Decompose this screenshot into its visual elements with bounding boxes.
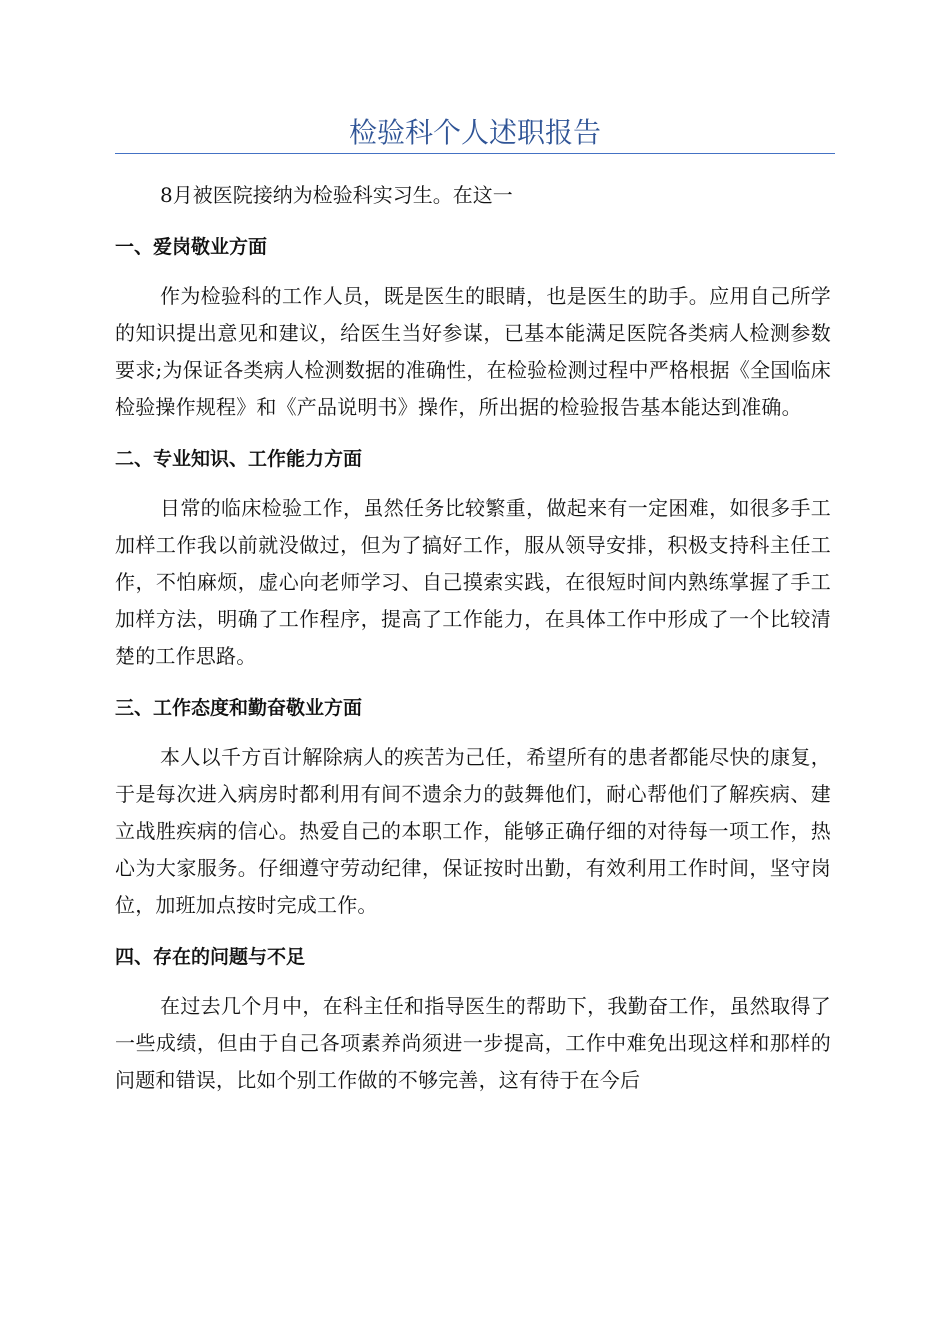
section-4: [115, 940, 831, 1099]
section-paragraph: 作为检验科的工作人员，既是医生的眼睛，也是医生的助手。应用自己所学的知识提出意见和建议，给医生当好参谋，已基本能满足医院各类病人检测参数要求;为保证各类病人检测数据的准确性，在检验检测过程中严格根据《全国临床检验操作规程》和《产品说明书》操作，所出据的检验报告基本能达到准确。: [115, 284, 831, 419]
title-underline: [115, 153, 835, 154]
section-3: [115, 691, 831, 924]
intro-paragraph: 8月被医院接纳为检验科实习生。在这一: [160, 183, 513, 207]
document-body: [115, 176, 831, 1115]
section-paragraph: 日常的临床检验工作，虽然任务比较繁重，做起来有一定困难，如很多手工加样工作我以前就没做过，但为了搞好工作，服从领导安排，积极支持科主任工作，不怕麻烦，虚心向老师学习、自己摸索实践，在很短时间内熟练掌握了手工加样方法，明确了工作程序，提高了工作能力，在具体工作中形成了一个比较清楚的工作思路。: [115, 496, 831, 668]
section-heading: 一、爱岗敬业方面: [115, 236, 268, 258]
section-heading: 三、工作态度和勤奋敬业方面: [115, 697, 363, 719]
section-2: [115, 442, 831, 675]
section-heading: 二、专业知识、工作能力方面: [115, 448, 363, 470]
document-title: 检验科个人述职报告: [348, 116, 601, 149]
section-1: [115, 230, 831, 426]
section-paragraph: 在过去几个月中，在科主任和指导医生的帮助下，我勤奋工作，虽然取得了一些成绩，但由于自己各项素养尚须进一步提高，工作中难免出现这样和那样的问题和错误，比如个别工作做的不够完善，这有待于在今后: [115, 994, 831, 1092]
section-paragraph: 本人以千方百计解除病人的疾苦为己任，希望所有的患者都能尽快的康复，于是每次进入病房时都利用有间不遗余力的鼓舞他们，耐心帮他们了解疾病、建立战胜疾病的信心。热爱自己的本职工作，能够正确仔细的对待每一项工作，热心为大家服务。仔细遵守劳动纪律，保证按时出勤，有效利用工作时间，坚守岗位，加班加点按时完成工作。: [115, 745, 831, 917]
section-heading: 四、存在的问题与不足: [115, 946, 306, 968]
